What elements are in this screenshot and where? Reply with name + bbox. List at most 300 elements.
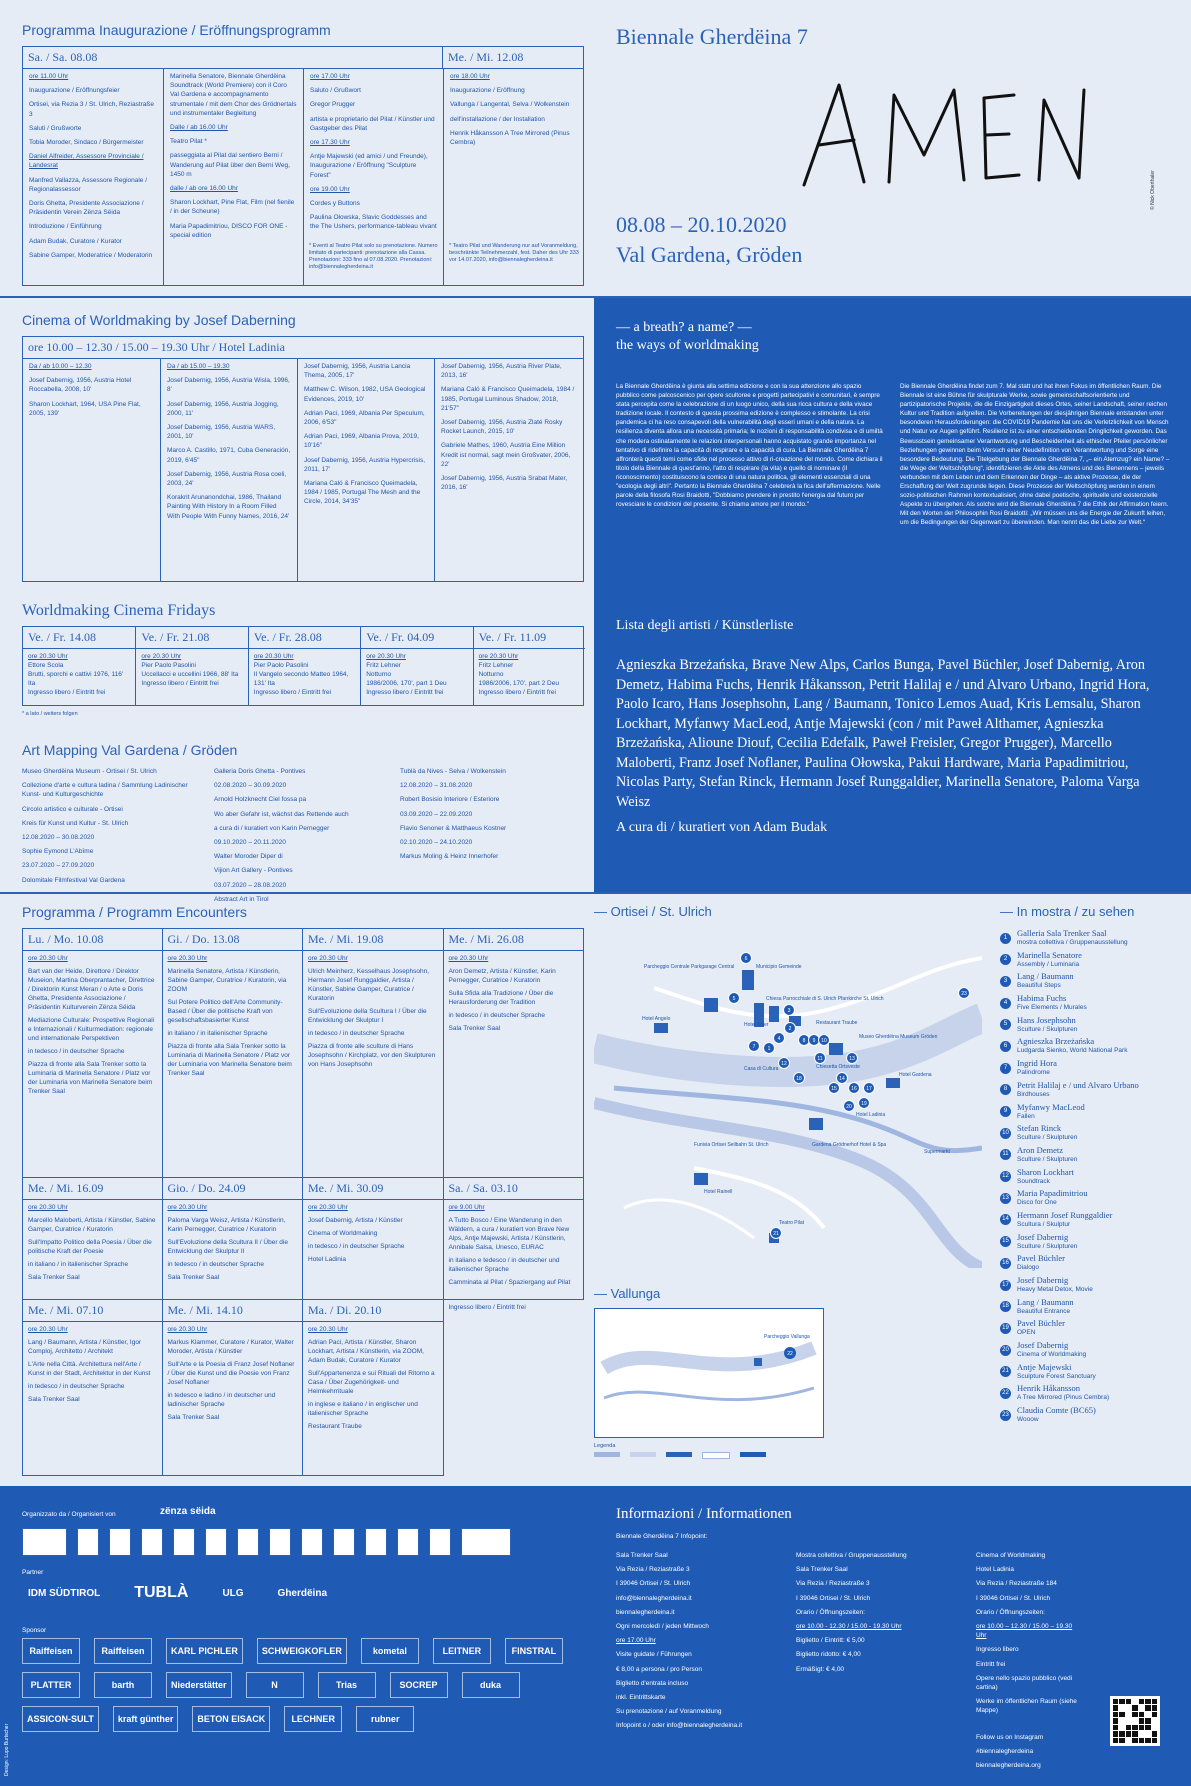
svg-text:21: 21 [773, 1231, 779, 1237]
mostra-number: 15 [1000, 1236, 1011, 1247]
text-line: Ingresso libero / Eintritt frei [141, 680, 219, 687]
map-marker [859, 1098, 870, 1109]
text-line: Fritz Lehner [478, 662, 514, 669]
mostra-item [1000, 1298, 1185, 1316]
sponsor-logo: kraft günther [113, 1706, 179, 1732]
map-marker [847, 1053, 858, 1064]
text-line: Kreis für Kunst und Kultur - St. Ulrich [22, 819, 129, 827]
amen-handwriting [794, 70, 1094, 200]
text-line: Josef Dabernig, Artista / Künstler [308, 1217, 403, 1224]
sponsor-logo: BETON EISACK [192, 1706, 270, 1732]
text-line: Follow us on Instagram [976, 1734, 1044, 1741]
mostra-work: Birdhouses [1017, 1090, 1050, 1098]
text-line: Paloma Varga Weisz, Artista / Künstlerin, Karin Pernegger, Curatrice / Kuratorin [167, 1217, 286, 1233]
mostra-artist: Sharon Lockhart [1017, 1166, 1074, 1177]
mostra-title: — In mostra / zu sehen [1000, 904, 1135, 919]
text-line: ore 20.30 Uhr [366, 653, 406, 660]
mostra-artist: Hermann Josef Runggaldier [1017, 1209, 1113, 1220]
svg-text:3: 3 [787, 1008, 791, 1014]
text-line: Orario / Öffnungszeiten: [796, 1608, 865, 1616]
text-line: Robert Bosisio Interiore / Esteriore [400, 796, 500, 804]
text-line: Mariana Caló & Francisco Queimadela, 1984 / 1985, Portugal Luminous Shadow, 2018, 21'57" [441, 386, 575, 412]
encounter-date: Gi. / Do. 13.08 [163, 929, 303, 951]
text-line: Circolo artistico e culturale - Ortisei [22, 805, 123, 813]
text-line: dell'installazione / der Installation [450, 115, 545, 123]
map-marker [779, 1058, 790, 1069]
text-line: Sharon Lockhart, Pine Flat, Film (nel fienile / in der Scheune) [170, 199, 295, 216]
mostra-number: 21 [1000, 1366, 1011, 1377]
mostra-item [1000, 1059, 1185, 1077]
fridays-section [22, 602, 584, 722]
text-line: ore 9.00 Uhr [448, 1204, 485, 1211]
map-marker [799, 1035, 810, 1046]
text-line: I 39046 Ortisei / St. Ulrich [616, 1580, 691, 1588]
mostra-artist: Aron Demetz [1017, 1144, 1064, 1155]
map-label: Hotel Ladinia [856, 1112, 886, 1118]
mostra-artist: Lang / Baumann [1017, 971, 1074, 982]
mid-divider [0, 892, 1191, 894]
mapping-title: Art Mapping Val Gardena / Gröden [22, 742, 238, 758]
mostra-item [1000, 1319, 1185, 1337]
mostra-work: Beautiful Steps [1017, 982, 1061, 990]
text-line: Aron Demetz, Artista / Künstler, Karin Pernegger, Curatrice / Kuratorin [448, 968, 556, 984]
text-line: Ettore Scola [28, 662, 64, 669]
text-line: Adam Budak, Curatore / Kurator [29, 237, 122, 245]
inaug-note2: * Teatro Pilat und Wanderung nur auf Voranmeldung, beschränkte Teilnehmerzahl, fest. Daher des Uhr 333 vor 14.07.2020, info@biennalegherdeina.it [449, 243, 579, 263]
mostra-number: 17 [1000, 1280, 1011, 1291]
text-line: ore 10.00 - 12.30 / 15.00 - 19.30 Uhr [796, 1623, 902, 1631]
mostra-artist: Habima Fuchs [1017, 993, 1067, 1004]
mostra-artist: Henrik Håkansson [1017, 1383, 1081, 1394]
svg-text:13: 13 [849, 1056, 855, 1062]
text-line: Josef Dabernig, 1956, Austria Jogging, 2000, 11' [167, 400, 279, 417]
text-line: Via Rezia / Reziastraße 3 [616, 1566, 690, 1574]
map-label: Chiesa Parrocchiale di S. Ulrich Pfarrkirche St. Ulrich [766, 996, 884, 1002]
mostra-work: OPEN [1017, 1329, 1036, 1337]
sponsor-logo: N [246, 1672, 304, 1698]
text-line: Werke im öffentlichen Raum (siehe Mappe) [976, 1698, 1077, 1715]
mostra-list [1000, 929, 1185, 1424]
friday-column [135, 627, 247, 705]
text-line: Ingresso libero / Eintritt frei [28, 689, 106, 696]
text-line: Via Rezia / Reziastraße 3 [796, 1580, 870, 1588]
text-line: 12.08.2020 – 30.08.2020 [22, 834, 95, 842]
text-line: Daniel Alfreider, Assessore Provinciale / Landesrat [29, 153, 144, 170]
encounters-section [22, 904, 584, 1484]
mapping-section [22, 742, 584, 903]
text-line: Mediazione Culturale: Prospettive Regionali e Internazionali / Kulturmediation: regionale und internationale Perspektiven [28, 1017, 155, 1042]
text-line: ore 20.30 Uhr [478, 653, 519, 660]
svg-text:2: 2 [788, 1026, 792, 1032]
mostra-artist: Antje Majewski [1017, 1361, 1072, 1372]
text-line: 03.07.2020 – 28.08.2020 [214, 881, 287, 889]
text-line: Visite guidate / Führungen [616, 1651, 692, 1659]
svg-text:7: 7 [752, 1044, 756, 1050]
mostra-work: A Tree Mirrored (Pinus Cembra) [1017, 1394, 1110, 1402]
mostra-number: 18 [1000, 1301, 1011, 1312]
text-line: biennalegherdeina.org [976, 1762, 1041, 1770]
svg-text:23: 23 [961, 991, 967, 997]
text-line: Biglietto d'entrata incluso [616, 1679, 689, 1687]
sponsor-logo: FINSTRAL [505, 1638, 563, 1664]
text-line: Sharon Lockhart, 1964, USA Pine Flat, 2005, 139' [29, 400, 141, 417]
text-line: in tedesco / in deutscher Sprache [448, 1012, 545, 1019]
text-line: Marinella Senatore, Artista / Künstlerin, Sabine Gamper, Curatrice / Kuratorin, via ZOOM [167, 968, 287, 993]
text-line: Ingresso libero / Eintritt frei [448, 1304, 526, 1311]
text-line: Wo aber Gefahr ist, wächst das Rettende auch [214, 810, 349, 818]
text-line: ore 17.00 Uhr [310, 73, 350, 80]
map-legend-swatches [594, 1452, 766, 1459]
text-line: Josef Dabernig, 1956, Austria Rosa coeli, 2003, 24' [167, 470, 287, 488]
text-line: Manfred Vallazza, Assessore Regionale / Regionalassessor [29, 176, 148, 193]
text-line: Uccellacci e uccellini 1966, 88' Ita [141, 671, 239, 678]
encounter-cell [22, 1178, 163, 1300]
text-line: Piazza di fronte alla Sala Trenker sotto la Luminaria di Marinella Senatore / Platz vor der Luminaria von Marinella Senatore beim Trenker Saal [28, 1061, 153, 1095]
text-line: Adrian Paci, 1969, Albania Per Speculum, 2006, 6'53" [304, 409, 425, 427]
cinema-col3 [297, 359, 434, 581]
mostra-work: Ludgarda Sienko, World National Park [1017, 1047, 1128, 1055]
text-line: Sala Trenker Saal [448, 1025, 501, 1032]
mostra-item [1000, 1276, 1185, 1294]
encounter-cell [163, 928, 304, 1178]
mapping-col2 [208, 764, 388, 903]
encounter-date: Gio. / Do. 24.09 [163, 1178, 303, 1200]
artists-list: Agnieszka Brzeżańska, Brave New Alps, Carlos Bunga, Pavel Büchler, Josef Dabernig, Aron Demetz, Habima Fuchs, Henrik Håkansson, Petrit Halilaj e / und Alvaro Urbano, Ingrid Hora, Paolo Icaro, Hans Josephsohn, Lang / Baumann, Tonico Lemos Auad, Kris Lemsalu, Sharon Lockhart, Myfanwy MacLeod, Antje Majewski (con / mit Paweł Althamer, Agnieszka Brzeżańska, Alioune Diouf, Cecilia Edefalk, Paweł Freisler, Gregor Prugger), Marcello Maloberti, Franz Josef Noflaner, Paulina Ołowska, Pakui Hardware, Maria Papadimitriou, Nicolas Party, Stefan Rinck, Hermann Josef Runggaldier, Marinella Senatore, Paloma Varga Weisz [616, 657, 1150, 810]
info-sub: Biennale Gherdëina 7 Infopoint: [616, 1533, 708, 1540]
text-line: Josef Dabernig, 1956, Austria River Plate, 2013, 16' [441, 363, 562, 380]
inaug-note1: * Eventi al Teatro Pilat solo su prenotazione. Numero limitato di partecipanti: prenotazione alla Cassa. Prenotazioni: 333 fino al 07.08.2020. Prenotazioni: info@biennalegherdeina.it [309, 243, 438, 270]
svg-text:12: 12 [781, 1061, 787, 1067]
cinema-col1 [23, 359, 160, 581]
mostra-work: Sculture / Skulpturen [1017, 1242, 1078, 1250]
artists-heading: Lista degli artisti / Künstlerliste [616, 618, 794, 633]
encounter-body [444, 1300, 585, 1319]
text-line: in tedesco / in deutscher Sprache [308, 1243, 405, 1250]
friday-body [23, 649, 135, 700]
svg-text:15: 15 [831, 1086, 837, 1092]
text-line: in tedesco e ladino / in deutscher und ladinischer Sprache [167, 1392, 276, 1408]
text-line: info@biennalegherdeina.it [616, 1594, 692, 1602]
text-line: dalle / ab ore 16.00 Uhr [170, 185, 238, 193]
map-label: Chiesetta Ortsveste [816, 1064, 860, 1070]
text-line: in tedesco / in deutscher Sprache [28, 1383, 125, 1390]
map-marker [794, 1073, 805, 1084]
text-line: Adrian Paci, Artista / Künstler, Sharon Lockhart, Artista / Künstlerin, via ZOOM, Adam Budak, Curatore / Kurator [308, 1339, 424, 1364]
intro-h1: — a breath? a name? — [616, 320, 752, 335]
svg-text:14: 14 [839, 1076, 845, 1082]
mostra-work: Cinema of Worldmaking [1017, 1351, 1087, 1359]
mostra-number: 1 [1000, 933, 1011, 944]
text-line: Biglietto ridotto: € 4,00 [796, 1651, 861, 1659]
map-label: Supermarkt [924, 1149, 950, 1155]
cinema-col4 [434, 359, 583, 581]
text-line: Brutti, sporchi e cattivi 1976, 116' Ita [28, 671, 124, 687]
map-label: Casa di Cultura [744, 1066, 779, 1072]
sponsor-logo: SOCREP [390, 1672, 448, 1698]
mostra-artist: Marinella Senatore [1017, 949, 1082, 960]
text-line: Galleria Doris Ghetta - Pontives [214, 768, 306, 775]
cinema-section [22, 312, 584, 582]
text-line: Tobia Moroder, Sindaco / Bürgermeister [29, 139, 144, 147]
text-line: Teatro Pilat * [170, 138, 207, 146]
mostra-number: 8 [1000, 1084, 1011, 1095]
text-line: Hotel Ladinia [976, 1566, 1014, 1574]
mostra-item [1000, 1016, 1185, 1034]
svg-text:16: 16 [851, 1086, 857, 1092]
text-line: Ingresso libero / Eintritt frei [478, 689, 556, 696]
map-marker [819, 1035, 830, 1046]
svg-text:22: 22 [787, 1351, 793, 1357]
encounter-cell [444, 1300, 585, 1476]
map-label: Municipio Gemeinde [756, 964, 802, 970]
fridays-title: Worldmaking Cinema Fridays [22, 602, 216, 619]
text-line: Cinema of Worldmaking [308, 1230, 378, 1237]
encounter-cell [303, 1300, 444, 1476]
text-line: Dolomitale Filmfestival Val Gardena [22, 876, 125, 884]
friday-date: Ve. / Fr. 04.09 [361, 627, 472, 649]
mostra-item [1000, 972, 1185, 990]
map-label: Museo Gherdëina Museum Gröden [859, 1034, 938, 1040]
text-line: Sull'Evoluzione della Scultura II / Über die Entwicklung der Skulptur II [167, 1239, 288, 1255]
mostra-work: Wooow [1017, 1416, 1039, 1424]
text-line: in italiano e tedesco / in deutscher und italienischer Sprache [448, 1257, 560, 1273]
text-line: Inaugurazione / Eröffnung [450, 87, 525, 95]
map-label: Hotel Gardena [899, 1072, 932, 1078]
mostra-number: 2 [1000, 954, 1011, 965]
text-line: Sala Trenker Saal [167, 1414, 220, 1421]
encounter-date: Me. / Mi. 07.10 [23, 1300, 162, 1322]
friday-body [136, 649, 247, 691]
text-line: Vijion Art Gallery - Pontives [214, 867, 293, 875]
mostra-artist: Claudia Comte (BC65) [1017, 1405, 1096, 1416]
mapping-col3 [394, 764, 574, 894]
text-line: Marinella Senatore, Biennale Gherdëina Soundtrack (World Premiere) con il Coro Val Gardena e accompagnamento strumentale / mit dem Chor des Grödnertals und instrumentaler Begleitung [170, 73, 297, 117]
map-marker [809, 1035, 820, 1046]
text-line: Pier Paolo Pasolini [253, 662, 309, 669]
text-line: Josef Dabernig, 1956, Austria WARS, 2001, 10' [167, 424, 276, 441]
sponsor-logo: Raiffeisen [94, 1638, 152, 1664]
mostra-work: Heavy Metal Detox, Movie [1017, 1286, 1093, 1293]
sponsor-logo: KARL PICHLER [166, 1638, 243, 1664]
text-line: Markus Moling & Heinz Innerhofer [400, 853, 499, 861]
sponsor-logo: duka [462, 1672, 520, 1698]
text-line: 02.10.2020 – 24.10.2020 [400, 839, 473, 847]
encounter-body [23, 951, 162, 1103]
text-line: Su prenotazione / auf Voranmeldung [616, 1708, 722, 1716]
text-line: ore 20.30 Uhr [308, 1204, 348, 1211]
mostra-number: 16 [1000, 1258, 1011, 1269]
text-line: Sul Potere Politico dell'Arte Community-Based / Über die politische Kraft von gesellschaftsbasierter Kunst [167, 999, 283, 1024]
header [594, 0, 1191, 300]
partner-logo: TUBLÀ [134, 1584, 189, 1601]
text-line: Camminata al Pilat / Spaziergang auf Pilat [448, 1279, 571, 1286]
text-line: Restaurant Traube [308, 1423, 362, 1430]
encounter-cell [22, 928, 163, 1178]
text-line: ore 20.30 Uhr [28, 1326, 68, 1333]
encounter-date: Me. / Mi. 16.09 [23, 1178, 162, 1200]
mostra-work: Scultura / Skulptur [1017, 1220, 1071, 1228]
text-line: Sulla Sfida alla Tradizione / Über die Herausforderung der Tradition [448, 990, 554, 1006]
mostra-item [1000, 1406, 1185, 1424]
text-line: Eintritt frei [976, 1660, 1006, 1668]
text-line: Marco A. Castillo, 1971, Cuba Generación, 2019, 6'45" [167, 447, 291, 464]
partner-logo: ULG [222, 1587, 244, 1599]
mapping-col1 [22, 764, 202, 894]
text-line: Ingresso libero / Eintritt frei [366, 689, 444, 696]
map-marker [771, 1228, 782, 1239]
text-line: Cordes y Buttons [310, 200, 360, 208]
encounter-cell [444, 928, 585, 1178]
text-line: Piazza di fronte alla Sala Trenker sotto la Luminaria di Marinella Senatore / Platz vor der Luminaria von Marinella Senatore beim Trenker Saal [167, 1043, 292, 1077]
text-line: Piazza di fronte alle sculture di Hans Josephsohn / Kirchplatz, vor den Skulpturen von Hans Josephsohn [308, 1043, 436, 1068]
partner-logos [22, 1580, 333, 1606]
mostra-artist: Josef Dabernig [1017, 1231, 1069, 1242]
footer [0, 1486, 1191, 1786]
text-line: I 39046 Ortisei / St. Ulrich [976, 1594, 1051, 1602]
mostra-number: 23 [1000, 1410, 1011, 1421]
text-line: € 8,00 a persona / pro Person [616, 1665, 703, 1673]
mostra-number: 13 [1000, 1193, 1011, 1204]
encounter-body [444, 951, 584, 1040]
mostra-artist: Petrit Halilaj e / und Alvaro Urbano [1017, 1079, 1139, 1090]
design-credit: Design: Lupo Burtscher [4, 1723, 10, 1776]
text-line: Paulina Ołowska, Slavic Goddesses and the The Ushers, performance-tableau vivant [310, 214, 437, 231]
friday-date: Ve. / Fr. 28.08 [249, 627, 360, 649]
text-line: Markus Klammer, Curatore / Kurator, Walter Moroder, Artista / Künstler [167, 1339, 294, 1355]
text-line: Gabriele Mathes, 1960, Austria Eine Million Kredit ist normal, sagt mein Großvater, 2006, 22' [441, 442, 571, 468]
mostra-work: Assembly / Luminaria [1017, 960, 1080, 968]
text-line: Josef Dabernig, 1956, Austria Zlaté Rosky Rocket Launch, 2015, 10' [441, 419, 563, 436]
text-line: Pier Paolo Pasolini [141, 662, 196, 669]
map-marker [785, 1023, 796, 1034]
mostra-item [1000, 951, 1185, 969]
encounter-body [303, 1322, 443, 1438]
mostra-work: Dialogo [1017, 1264, 1040, 1272]
inaug-box [22, 46, 584, 286]
friday-body [474, 649, 585, 700]
mostra-artist: Maria Papadimitriou [1017, 1188, 1088, 1199]
sponsor-logo: kometal [361, 1638, 419, 1664]
encounter-date: Sa. / Sa. 03.10 [444, 1178, 584, 1200]
map-marker [844, 1101, 855, 1112]
map-vallunga-title: — Vallunga [594, 1286, 661, 1301]
text-line: ore 20.30 Uhr [167, 955, 208, 962]
mostra-artist: Lang / Baumann [1017, 1296, 1074, 1307]
mostra-item [1000, 1103, 1185, 1121]
text-line: ore 20.30 Uhr [308, 1326, 348, 1333]
mostra-artist: Myfanwy MacLeod [1017, 1101, 1085, 1112]
mostra-artist: Ingrid Hora [1017, 1058, 1057, 1069]
sponsor-logo: LEITNER [433, 1638, 491, 1664]
map-marker [784, 1005, 795, 1016]
map-label: Hotel Angelo [642, 1016, 671, 1022]
fridays-box [22, 626, 584, 706]
sponsor-logo: LECHNER [284, 1706, 342, 1732]
biennale-title: Biennale Gherdëina 7 [616, 24, 808, 49]
mostra-work: Fallen [1017, 1112, 1035, 1120]
curator: A cura di / kuratiert von Adam Budak [616, 820, 828, 835]
mostra-work: mostra collettiva / Gruppenausstellung [1017, 939, 1128, 946]
insta-col [970, 1730, 1110, 1780]
mostra-number: 3 [1000, 976, 1011, 987]
text-line: 12.08.2020 – 31.08.2020 [400, 782, 473, 790]
mostra-section [1000, 904, 1185, 1484]
sponsor-logos [22, 1638, 582, 1732]
svg-text:19: 19 [861, 1101, 867, 1107]
mostra-item [1000, 1146, 1185, 1164]
mostra-number: 6 [1000, 1041, 1011, 1052]
mostra-item [1000, 994, 1185, 1012]
text-line: Ortisei, via Rezia 3 / St. Ulrich, Reziastraße 3 [29, 101, 154, 118]
text-line: Flavio Senoner & Matthaeus Kostner [400, 824, 507, 832]
text-line: Maria Papadimitriou, DISCO FOR ONE - special edition [170, 222, 288, 239]
cinema-box [22, 336, 584, 582]
mostra-work: Sculpture Forest Sanctuary [1017, 1372, 1096, 1380]
map-marker [774, 1033, 785, 1044]
mostra-item [1000, 1363, 1185, 1381]
mostra-work: Five Elements / Murales [1017, 1004, 1087, 1012]
text-line: Inaugurazione / Eröffnungsfeier [29, 87, 120, 95]
map-marker [829, 1083, 840, 1094]
text-line: Bart van der Heide, Direttore / Direktor Museion, Martina Oberprantacher, Direttrice / Direktorin Kunst Meran / o Arte e Doris Ghetta, Presidente Associazione / Präsidentin Kulturverein Zënza Sëida [28, 968, 155, 1011]
mostra-number: 7 [1000, 1063, 1011, 1074]
text-line: passeggiata al Pilat dal sentiero Berni / Wanderung auf Pilat über den Berni Weg, 1450 m [170, 152, 290, 178]
text-line: Cinema of Worldmaking [976, 1552, 1046, 1559]
text-line: in italiano / in italienischer Sprache [28, 1261, 129, 1268]
cinema-subtitle: ore 10.00 – 12.30 / 15.00 – 19.30 Uhr / Hotel Ladinia [23, 337, 583, 359]
text-line: 23.07.2020 – 27.09.2020 [22, 862, 95, 870]
text-line: ore 20.30 Uhr [448, 955, 489, 962]
mostra-artist: Stefan Rinck [1017, 1123, 1062, 1134]
text-line: Museo Gherdëina Museum - Ortisei / St. Ulrich [22, 768, 157, 775]
mostra-work: Soundtrack [1017, 1177, 1050, 1185]
encounter-date: Me. / Mi. 19.08 [303, 929, 443, 951]
partner-label: Partner [22, 1569, 44, 1576]
text-line: Doris Ghetta, Presidente Associazione / Präsidentin Verein Zënza Sëida [29, 200, 144, 217]
cinema-col2 [160, 359, 297, 581]
mostra-artist: Agnieszka Brzeżańska [1017, 1036, 1095, 1047]
text-line: Da / ab 15.00 – 19.30 [167, 363, 230, 370]
partner-logo: Gherdëina [277, 1587, 328, 1599]
text-line: Ermäßigt: € 4,00 [796, 1665, 845, 1673]
text-line: Introduzione / Einführung [29, 223, 102, 231]
text-line: Abstract Art in Tirol [214, 895, 269, 903]
svg-text:17: 17 [866, 1086, 872, 1092]
text-line: biennalegherdeina.it [616, 1608, 675, 1616]
map-label: Gardena Grödnerhof Hotel & Spa [812, 1142, 887, 1148]
svg-text:5: 5 [732, 996, 736, 1002]
text-line: ore 20.30 Uhr [167, 1204, 208, 1211]
text-line: ore 17.00 Uhr [616, 1637, 656, 1645]
friday-date: Ve. / Fr. 14.08 [23, 627, 135, 649]
mostra-number: 5 [1000, 1019, 1011, 1030]
text-line: Notturno [478, 671, 504, 678]
text-line: Josef Dabernig, 1956, Austria Srabat Mater, 2016, 16' [441, 475, 568, 492]
sponsor-logo: Raiffeisen [22, 1638, 80, 1664]
map-marker [741, 953, 752, 964]
org-logos [22, 1528, 511, 1556]
text-line: Notturno [366, 671, 392, 678]
info-col1 [610, 1548, 790, 1778]
text-line: Ulrich Meinherz, Kesselhaus Josephsohn, Hermann Josef Runggaldier, Artista / Künstler, Sabine Gamper, Curatrice / Kuratorin [308, 968, 430, 1002]
text-line: in italiano / in italienischer Sprache [167, 1030, 268, 1037]
friday-column [248, 627, 360, 705]
encounter-body [163, 1200, 303, 1289]
text-line: Collezione d'arte e cultura ladina / Sammlung Ladinischer Kunst- und Kulturgeschichte [22, 782, 188, 799]
partner-logo: IDM SÜDTIROL [28, 1587, 101, 1599]
encounter-body [303, 951, 443, 1076]
place: Val Gardena, Gröden [616, 242, 803, 267]
